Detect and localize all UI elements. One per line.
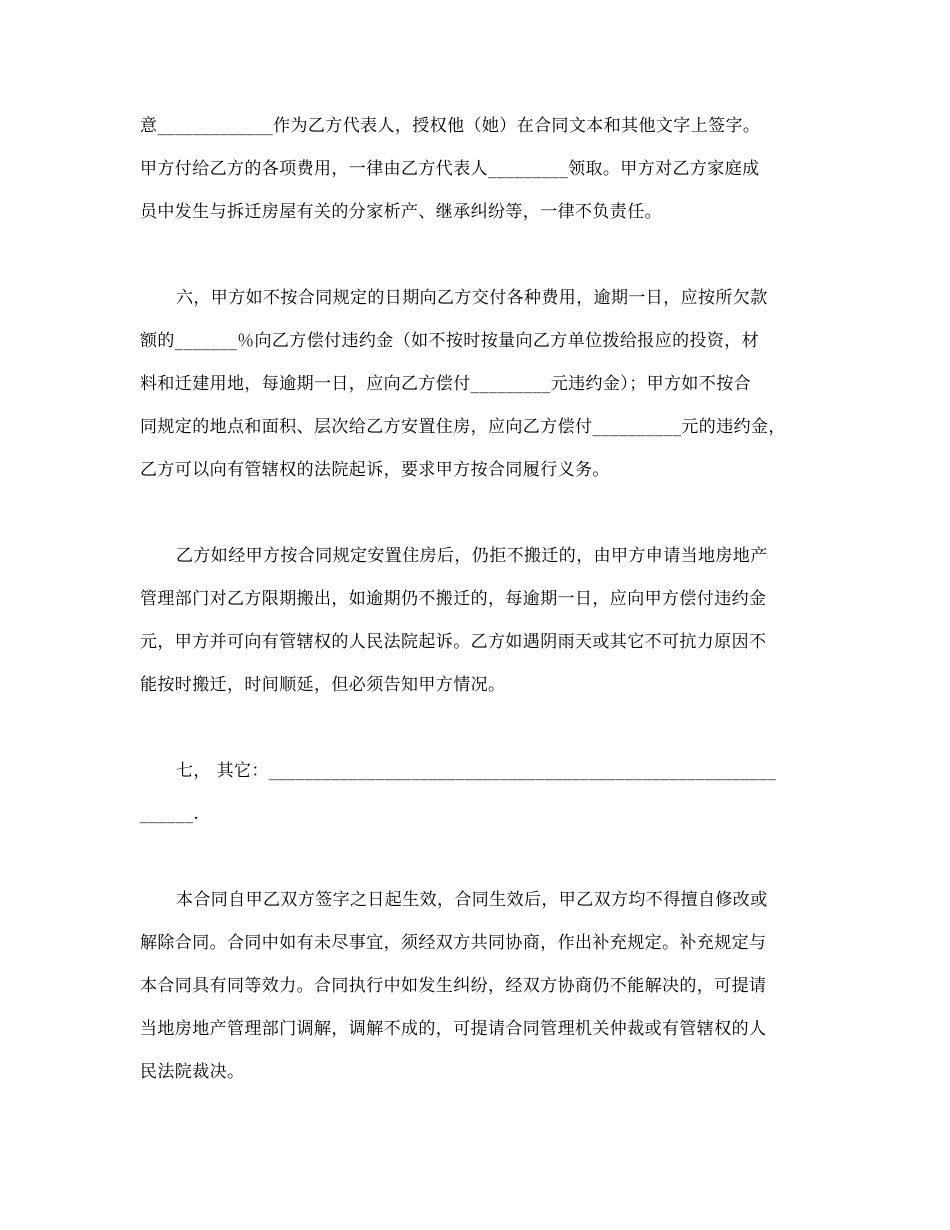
- text-line: 管理部门对乙方限期搬出，如逾期仍不搬迁的，每逾期一日，应向甲方偿付违约金: [140, 589, 767, 609]
- text-line: 意_____________作为乙方代表人，授权他（她）在合同文本和其他文字上签字。: [140, 116, 761, 136]
- text-line: 额的_______％向乙方偿付违约金（如不按时按量向乙方单位拨给报应的投资，材: [140, 331, 760, 351]
- text-line: 民法院裁决。: [140, 1062, 245, 1082]
- text-line: 六，甲方如不按合同规定的日期向乙方交付各种费用，逾期一日，应按所欠款: [176, 288, 768, 308]
- text-line: 乙方如经甲方按合同规定安置住房后，仍拒不搬迁的，由甲方申请当地房地产: [176, 546, 768, 566]
- text-line: 解除合同。合同中如有未尽事宜，须经双方共同协商，作出补充规定。补充规定与: [140, 933, 767, 953]
- text-line: 元，甲方并可向有管辖权的人民法院起诉。乙方如遇阴雨天或其它不可抗力原因不: [140, 632, 767, 652]
- text-line: 料和迁建用地，每逾期一日，应向乙方偿付_________元违约金）；甲方如不按合: [140, 374, 751, 394]
- text-line: 员中发生与拆迁房屋有关的分家析产、继承纠纷等，一律不负责任。: [140, 202, 662, 222]
- text-line: 七， 其它：_________________________________________________________: [176, 761, 777, 781]
- text-line: 能按时搬迁，时间顺延，但必须告知甲方情况。: [140, 675, 506, 695]
- text-line: 当地房地产管理部门调解，调解不成的，可提请合同管理机关仲裁或有管辖权的人: [140, 1019, 767, 1039]
- text-line: ______.: [140, 804, 200, 824]
- text-line: 甲方付给乙方的各项费用，一律由乙方代表人_________领取。甲方对乙方家庭成: [140, 159, 760, 179]
- text-line: 乙方可以向有管辖权的法院起诉，要求甲方按合同履行义务。: [140, 460, 610, 480]
- text-line: 本合同具有同等效力。合同执行中如发生纠纷，经双方协商仍不能解决的，可提请: [140, 976, 767, 996]
- text-line: 本合同自甲乙双方签字之日起生效，合同生效后，甲乙双方均不得擅自修改或: [176, 890, 768, 910]
- text-line: 同规定的地点和面积、层次给乙方安置住房，应向乙方偿付__________元的违约金，: [140, 417, 786, 437]
